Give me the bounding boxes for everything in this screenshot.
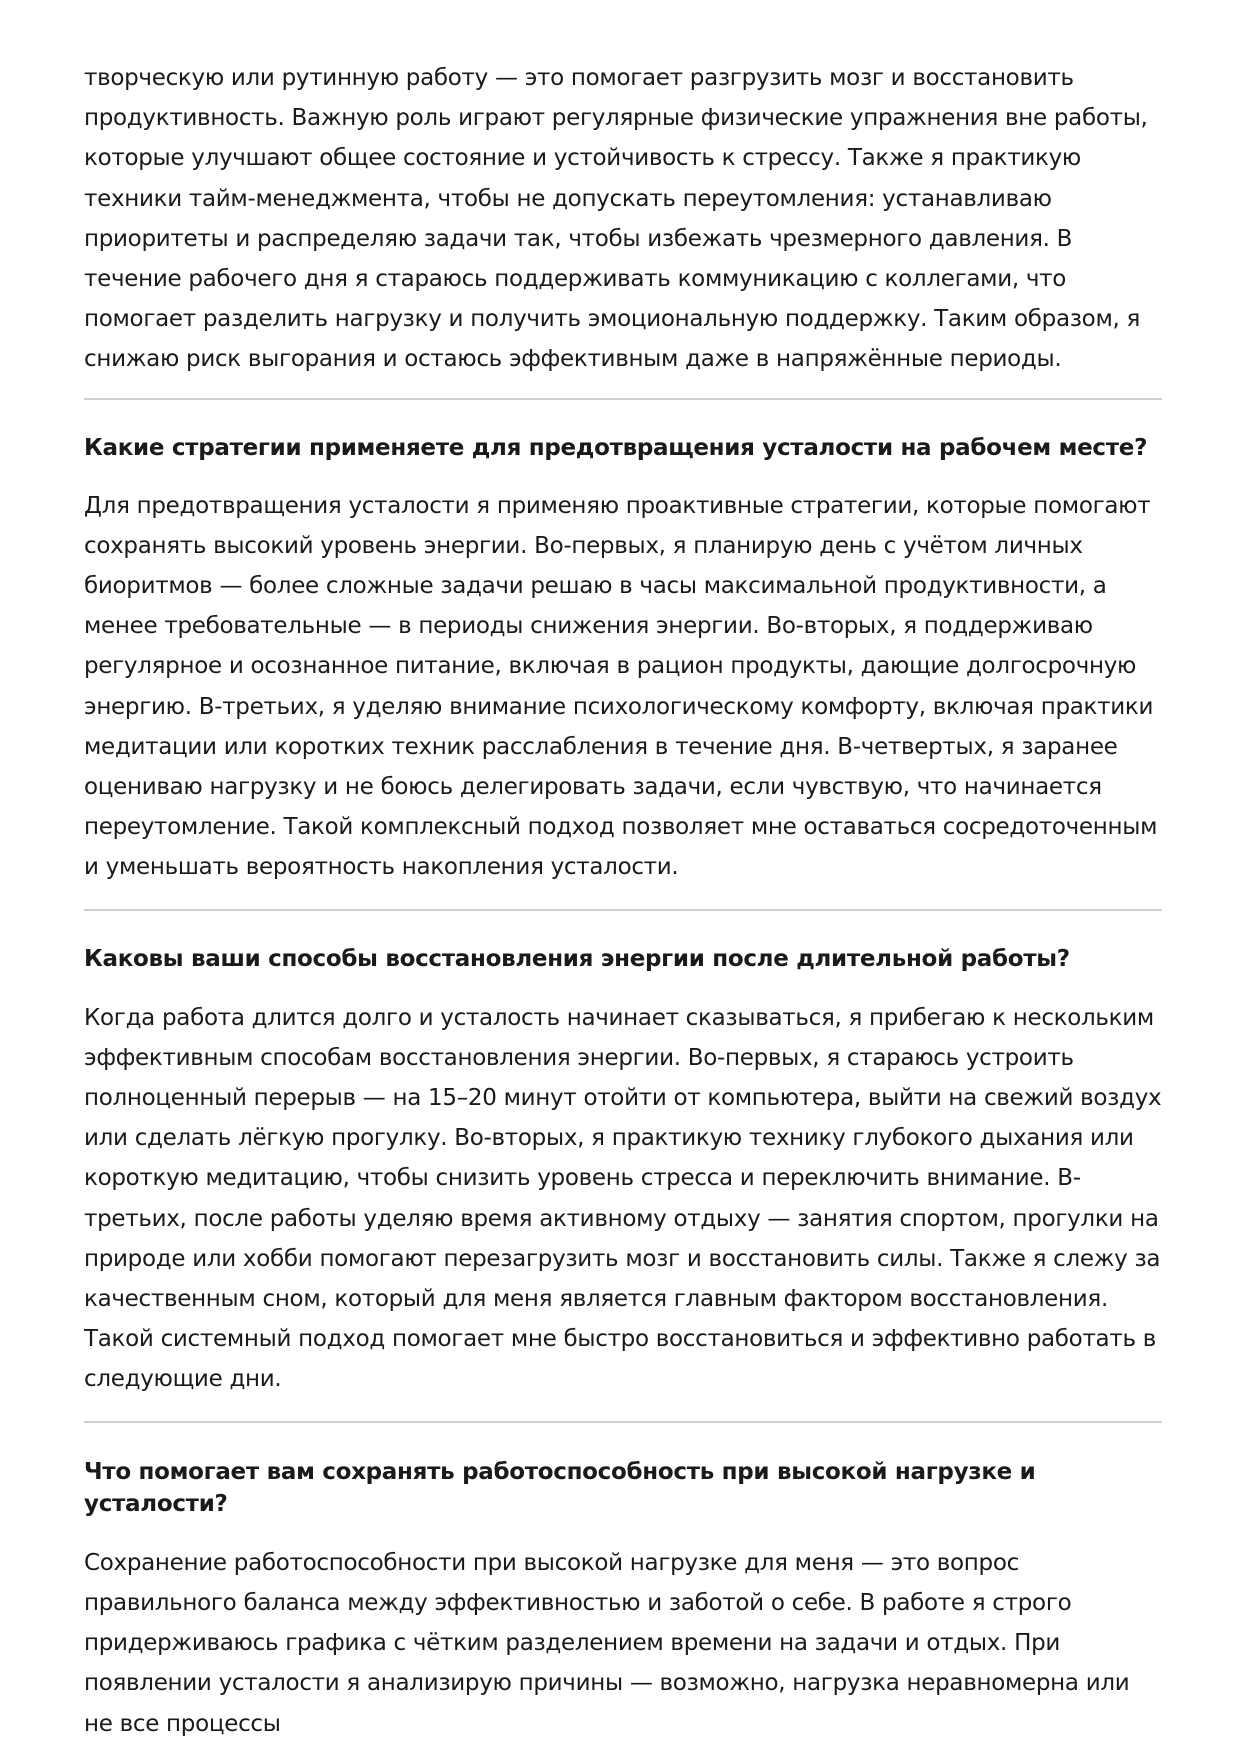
section-divider: [84, 909, 1162, 911]
question-heading: Каковы ваши способы восстановления энергии после длительной работы?: [84, 945, 1070, 972]
answer-paragraph: Для предотвращения усталости я применяю проактивные стратегии, которые помогают сохранять высокий уровень энергии. Во-первых, я планирую день с учётом личных биоритмов — более сложные задачи решаю в часы максимальной продуктивности, а менее требовательные — в периоды снижения энергии. Во-вторых, я поддерживаю регулярное и осознанное питание, включая в рацион продукты, дающие долгосрочную энергию. В-третьих, я уделяю внимание психологическому комфорту, включая практики медитации или коротких техник расслабления в течение дня. В-четвертых, я заранее оцениваю нагрузку и не боюсь делегировать задачи, если чувствую, что начинается переутомление. Такой комплексный подход позволяет мне оставаться сосредоточенным и уменьшать вероятность накопления усталости.: [84, 492, 1158, 881]
section-divider: [84, 1421, 1162, 1423]
document-page: [84, 58, 1162, 1744]
question-heading: Какие стратегии применяете для предотвращения усталости на рабочем месте?: [84, 434, 1148, 461]
answer-paragraph: Когда работа длится долго и усталость начинает сказываться, я прибегаю к нескольким эффективным способам восстановления энергии. Во-первых, я стараюсь устроить полноценный перерыв — на 15–20 минут отойти от компьютера, выйти на свежий воздух или сделать лёгкую прогулку. Во-вторых, я практикую технику глубокого дыхания или короткую медитацию, чтобы снизить уровень стресса и переключить внимание. В-третьих, после работы уделяю время активному отдыху — занятия спортом, прогулки на природе или хобби помогают перезагрузить мозг и восстановить силы. Также я слежу за качественным сном, который для меня является главным фактором восстановления. Такой системный подход помогает мне быстро восстановиться и эффективно работать в следующие дни.: [84, 1004, 1162, 1393]
answer-paragraph: Сохранение работоспособности при высокой нагрузке для меня — это вопрос правильного баланса между эффективностью и заботой о себе. В работе я строго придерживаюсь графика с чётким разделением времени на задачи и отдых. При появлении усталости я анализирую причины — возможно, нагрузка неравномерна или не все процессы: [84, 1549, 1130, 1737]
intro-paragraph: творческую или рутинную работу — это помогает разгрузить мозг и восстановить продуктивность. Важную роль играют регулярные физические упражнения вне работы, которые улучшают общее состояние и устойчивость к стрессу. Также я практикую техники тайм-менеджмента, чтобы не допускать переутомления: устанавливаю приоритеты и распределяю задачи так, чтобы избежать чрезмерного давления. В течение рабочего дня я стараюсь поддерживать коммуникацию с коллегами, что помогает разделить нагрузку и получить эмоциональную поддержку. Таким образом, я снижаю риск выгорания и остаюсь эффективным даже в напряжённые периоды.: [84, 65, 1148, 373]
section-divider: [84, 398, 1162, 400]
question-heading: Что помогает вам сохранять работоспособность при высокой нагрузке и усталости?: [84, 1458, 1036, 1517]
